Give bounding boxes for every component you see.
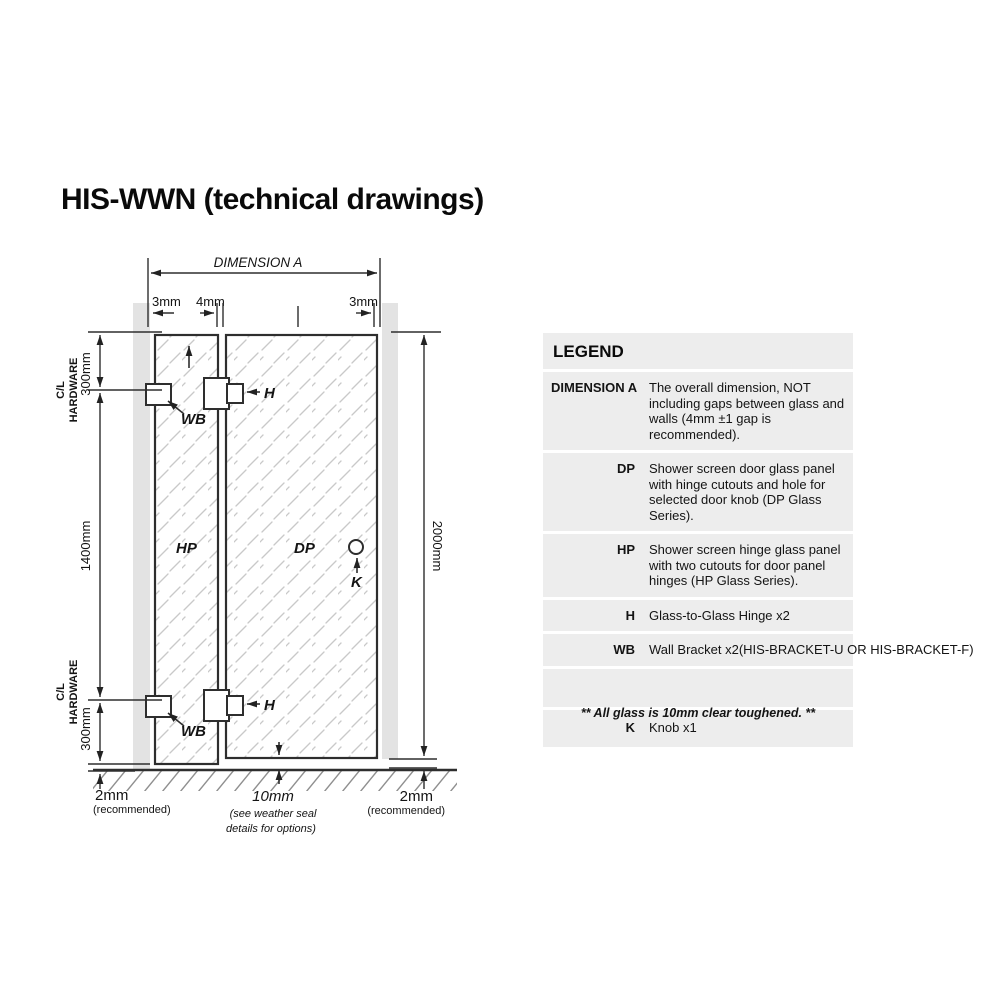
legend-desc: Glass-to-Glass Hinge x2 <box>649 607 790 623</box>
dimension-a <box>148 255 380 327</box>
knob-circle <box>349 540 363 554</box>
legend-term: K <box>625 719 635 735</box>
right-wall <box>382 303 398 759</box>
wall-bracket-top <box>146 384 171 405</box>
legend-term: WB <box>613 642 635 657</box>
legend-term: H <box>625 607 635 623</box>
floor-gap-left-label: 2mm <box>95 787 129 804</box>
page-title: HIS-WWN (technical drawings) <box>61 183 484 216</box>
door-gap-note-line1: (see weather seal <box>229 808 317 820</box>
h-label-top: H <box>264 385 275 402</box>
legend-row-dimension-a <box>543 369 853 450</box>
floor-gap-right-label: 2mm <box>399 788 433 805</box>
wb-label-bottom: WB <box>181 723 206 740</box>
legend-desc: Knob x1 <box>649 719 697 735</box>
door-gap-note-line2: details for options) <box>226 823 316 835</box>
gap-mid-label: 4mm <box>196 294 225 309</box>
legend-title: LEGEND <box>553 342 624 361</box>
cl-hardware-top-line2: HARDWARE <box>68 357 80 423</box>
floor-gap-left-note: (recommended) <box>93 804 171 816</box>
door-gap-label: 10mm <box>252 788 294 805</box>
wall-bracket-bottom <box>146 696 171 717</box>
legend-term: DIMENSION A <box>551 380 638 395</box>
right-dimensions <box>367 332 445 817</box>
gap-left-label: 3mm <box>152 294 181 309</box>
span-mid-label: 1400mm <box>78 520 93 572</box>
top-gap-dimensions <box>152 294 378 327</box>
gap-right-label: 3mm <box>349 294 378 309</box>
total-height-label: 2000mm <box>430 520 445 572</box>
legend-desc: Wall Bracket x2(HIS-BRACKET-U OR HIS-BRACKET-F) <box>649 642 974 657</box>
hp-label: HP <box>176 540 197 557</box>
offset-bottom-label: 300mm <box>78 707 93 751</box>
legend-desc <box>649 677 849 699</box>
legend-desc: Shower screen hinge glass panel with two cutouts for door panel hinges (HP Glass Series). <box>649 542 841 588</box>
legend-desc: The overall dimension, NOT including gaps between glass and walls (4mm ±1 gap is recommended). <box>649 380 845 442</box>
floor-gap-right-note: (recommended) <box>367 805 445 817</box>
dp-label: DP <box>294 540 315 557</box>
h-label-bottom: H <box>264 697 275 714</box>
legend-term: DP <box>616 461 635 476</box>
legend-row-dp <box>543 450 853 531</box>
k-label: K <box>351 574 362 591</box>
legend-panel <box>543 333 974 747</box>
cl-hardware-bottom-line2: HARDWARE <box>68 659 80 725</box>
legend-row-empty <box>543 666 853 707</box>
legend-desc: Shower screen door glass panel with hinge cutouts and hole for selected door knob (DP Glass Series). <box>649 461 835 523</box>
offset-top-label: 300mm <box>78 352 93 396</box>
cl-hardware-bottom-line1: C/L <box>55 683 67 701</box>
legend-footnote: ** All glass is 10mm clear toughened. ** <box>580 706 816 720</box>
legend-term: HP <box>616 542 635 557</box>
legend-term <box>551 677 635 699</box>
cl-hardware-top-line1: C/L <box>55 381 67 399</box>
dimension-a-label: DIMENSION A <box>213 255 303 270</box>
legend-row-hp <box>543 531 853 597</box>
legend-row-wb <box>543 631 974 666</box>
legend-row-h <box>543 597 853 632</box>
wb-label-top: WB <box>181 411 206 428</box>
